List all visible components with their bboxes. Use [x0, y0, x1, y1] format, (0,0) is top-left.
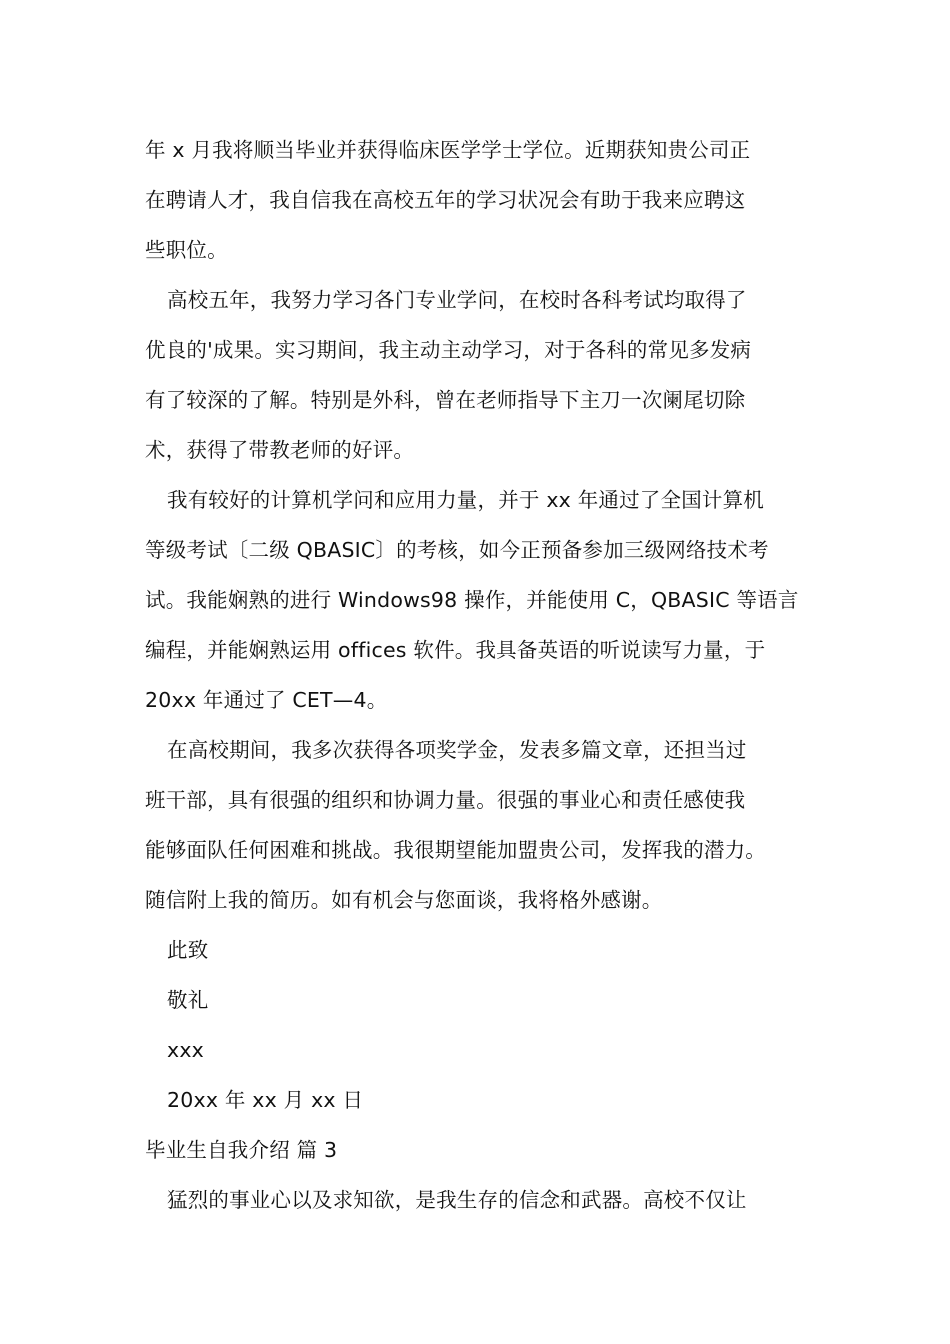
body-line-5: 优良的'成果。实习期间，我主动主动学习，对于各科的常见多发病	[145, 338, 752, 362]
body-line-11: 编程，并能娴熟运用 offices 软件。我具备英语的听说读写力量，于	[145, 638, 766, 662]
body-line-14: 班干部，具有很强的组织和协调力量。很强的事业心和责任感使我	[145, 788, 746, 812]
body-line-12: 20xx 年通过了 CET—4。	[145, 688, 388, 712]
closing-regards: 敬礼	[167, 988, 209, 1012]
signature-name: xxx	[167, 1038, 204, 1062]
body-line-7: 术，获得了带教老师的好评。	[145, 438, 415, 462]
body-line-13: 在高校期间，我多次获得各项奖学金，发表多篇文章，还担当过	[167, 738, 747, 762]
section-heading: 毕业生自我介绍 篇 3	[145, 1138, 338, 1162]
body-line-6: 有了较深的了解。特别是外科，曾在老师指导下主刀一次阑尾切除	[145, 388, 746, 412]
body-line-2: 在聘请人才，我自信我在高校五年的学习状况会有助于我来应聘这	[145, 188, 746, 212]
signature-date: 20xx 年 xx 月 xx 日	[167, 1088, 364, 1112]
body-line-3: 些职位。	[145, 238, 228, 262]
body-line-8: 我有较好的计算机学问和应用力量，并于 xx 年通过了全国计算机	[167, 488, 764, 512]
body-line-16: 随信附上我的简历。如有机会与您面谈，我将格外感谢。	[145, 888, 663, 912]
body-line-15: 能够面队任何困难和挑战。我很期望能加盟贵公司，发挥我的潜力。	[145, 838, 766, 862]
closing-salutation: 此致	[167, 938, 209, 962]
body-line-4: 高校五年，我努力学习各门专业学问，在校时各科考试均取得了	[167, 288, 747, 312]
body-line-17: 猛烈的事业心以及求知欲，是我生存的信念和武器。高校不仅让	[167, 1188, 747, 1212]
body-line-10: 试。我能娴熟的进行 Windows98 操作，并能使用 C，QBASIC 等语言	[145, 588, 799, 612]
body-line-9: 等级考试〔二级 QBASIC〕的考核，如今正预备参加三级网络技术考	[145, 538, 769, 562]
body-line-1: 年 x 月我将顺当毕业并获得临床医学学士学位。近期获知贵公司正	[145, 138, 751, 162]
